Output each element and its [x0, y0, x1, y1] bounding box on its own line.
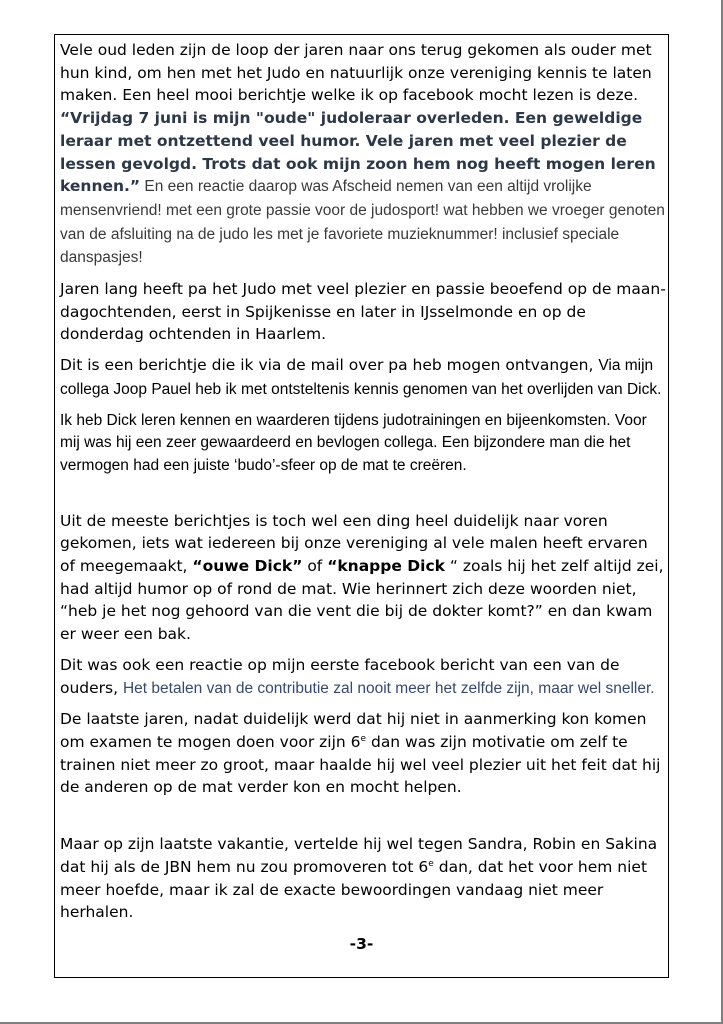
spacer	[60, 486, 666, 510]
p3-intro: Dit is een berichtje die ik via de mail over pa heb mogen ontvangen,	[60, 356, 599, 375]
p8-text-b: dan, dat het voor hem niet meer hoefde, maar ik zal de exacte bewoordingen vandaag niet meer herhalen.	[60, 857, 648, 922]
paragraph-4: Ik heb Dick leren kennen en waarderen tijdens judotrainingen en bijeenkomsten. Voor mij was hij een zeer gewaardeerd en bevlogen collega. Een bijzondere man die het vermogen had een juiste ‘budo’-sfeer op de mat te creëren.	[60, 411, 647, 474]
p8-superscript: e	[428, 858, 434, 869]
paragraph-3	[60, 354, 666, 401]
article-body	[60, 39, 666, 932]
p1-reply-intro: En een reactie daarop was	[140, 178, 333, 196]
paragraph-1	[60, 39, 666, 270]
knappe-dick: “knappe Dick	[327, 557, 445, 576]
p5-text-c: of	[302, 557, 328, 576]
paragraph-5	[60, 510, 666, 646]
page-number: -3-	[349, 935, 374, 953]
paragraph-2: Jaren lang heeft pa het Judo met veel plezier en passie beoefend op de maandagochtenden, eerst in Spijkenisse en later in IJsselmonde en op de donderdag ochtenden in Haarlem.	[60, 280, 666, 344]
p8-text-a: Maar op zijn laatste vakantie, vertelde hij wel tegen Sandra, Robin en Sakina dat hij als de JBN hem nu zou promoveren tot 6	[60, 835, 658, 876]
p5-text-e: “ zoals hij het zelf altijd zei, had altijd humor op of rond de mat. Wie herinnert zich deze woorden niet, “heb je het nog gehoord van die vent die bij de dokter komt?” en dan kwam er weer een bak.	[60, 557, 664, 644]
ouwe-dick: “ouwe Dick”	[192, 557, 303, 576]
paragraph-7	[60, 708, 666, 799]
email-message: Via mijn collega Joop Pauel heb ik met ontsteltenis kennis genomen van het overlijden van Dick.	[60, 357, 662, 398]
contribution-reply: Het betalen van de contributie zal nooit meer het zelfde zijn, maar wel sneller.	[122, 679, 655, 697]
p7-superscript: e	[360, 733, 367, 744]
facebook-reply: Afscheid nemen van een altijd vrolijke mensenvriend! met een grote passie voor de judosport! wat hebben we vroeger genoten van de afsluiting na de judo les met je favoriete muzieknummer! inclusief speciale danspasjes!	[60, 178, 665, 267]
p7-text-a: De laatste jaren, nadat duidelijk werd dat hij niet in aanmerking kon komen om examen te mogen doen voor zijn 6	[60, 710, 647, 751]
p1-intro: Vele oud leden zijn de loop der jaren naar ons terug gekomen als ouder met hun kind, om hen met het Judo en natuurlijk onze vereniging kennis te laten maken. Een heel mooi berichtje welke ik op facebook mocht lezen is deze.	[60, 41, 652, 105]
p6-intro: Dit was ook een reactie op mijn eerste facebook bericht van een van de ouders,	[60, 655, 620, 697]
paragraph-6	[60, 654, 666, 700]
spacer-2	[60, 807, 666, 833]
facebook-quote: “Vrijdag 7 juni is mijn "oude" judoleraar overleden. Een geweldige leraar met ontzettend veel humor. Vele jaren met veel plezier de lessen gevolgd. Trots dat ook mijn zoon hem nog heeft mogen leren kennen.”	[60, 109, 656, 196]
p7-text-b: dan was zijn motivatie om zelf te trainen niet meer zo groot, maar haalde hij wel veel plezier uit het feit dat hij de anderen op de mat verder kon en mocht helpen.	[60, 732, 661, 797]
paragraph-8	[60, 833, 666, 924]
p5-text-a: Uit de meeste berichtjes is toch wel een ding heel duidelijk naar voren gekomen, iets wat iedereen bij onze vereniging al vele malen heeft ervaren of meegemaakt,	[60, 511, 648, 576]
